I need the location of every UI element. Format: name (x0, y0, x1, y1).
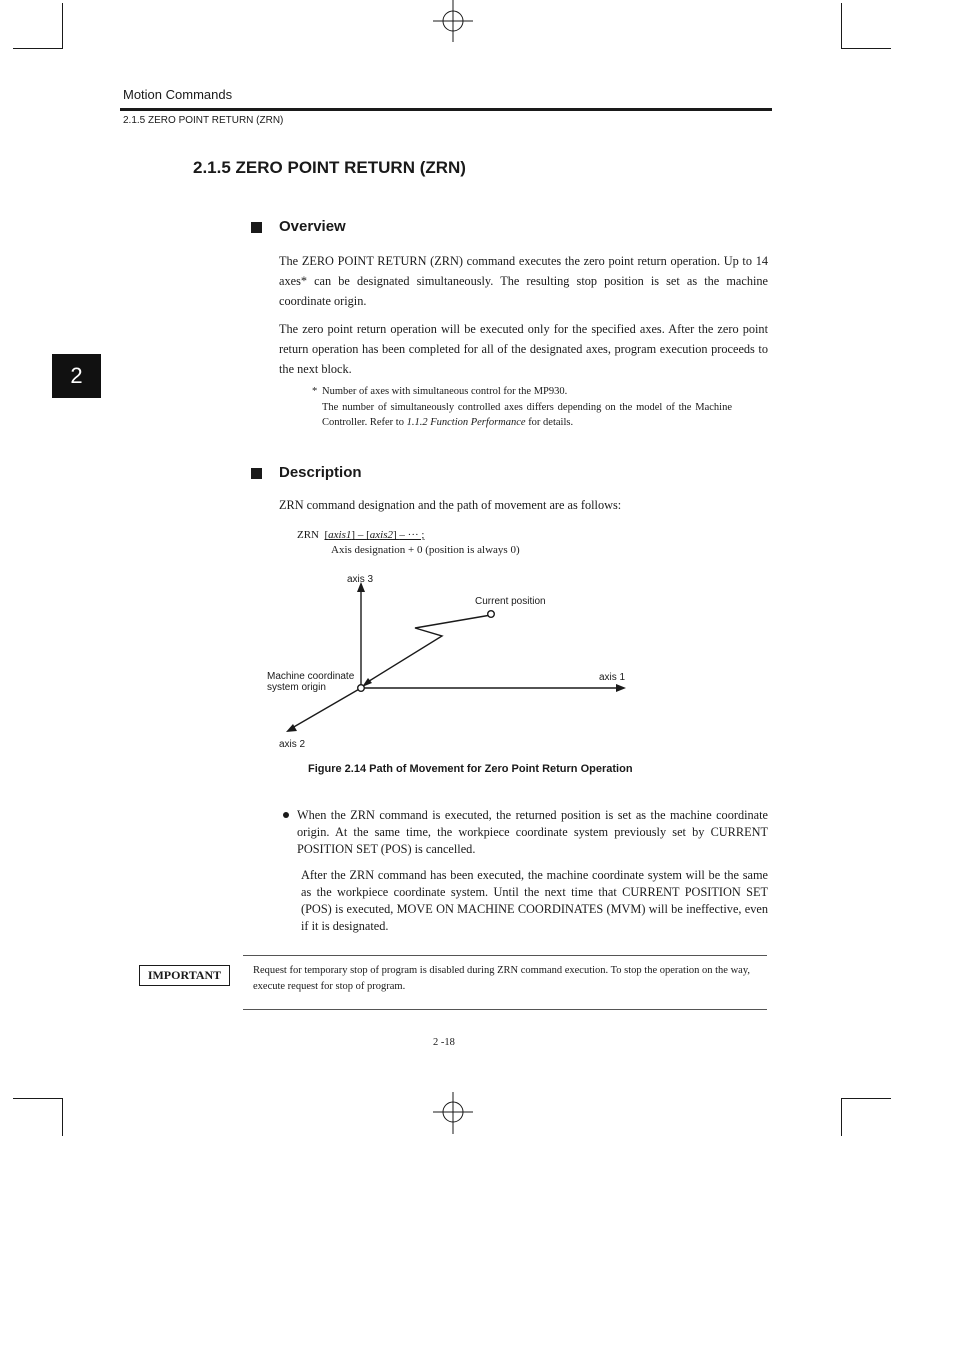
label-axis-1: axis 1 (599, 672, 626, 683)
important-label: IMPORTANT (139, 965, 230, 986)
syntax-axis2: axis2 (369, 529, 393, 541)
label-axis-3: axis 3 (347, 574, 374, 585)
overview-heading: Overview (279, 218, 346, 235)
label-axis-2: axis 2 (279, 739, 306, 750)
axis-2-line (292, 688, 361, 728)
important-bottom-rule (243, 1009, 767, 1010)
bullet-paragraph: When the ZRN command is executed, the returned position is set as the machine coordinate origin. At the same time, the workpiece coordinate system previously set by CURRENT POSITION SET (POS) is cancelled. (297, 808, 768, 856)
path-of-movement-diagram (260, 570, 640, 760)
registration-mark-bottom (430, 1090, 476, 1136)
page-number: 2 -18 (433, 1037, 455, 1048)
syntax-axis1: axis1 (328, 529, 352, 541)
description-bullet-icon (251, 468, 262, 479)
label-current-position: Current position (475, 596, 546, 607)
important-top-rule (243, 955, 767, 956)
axis-1-arrowhead (616, 684, 626, 692)
command-syntax: ZRN [axis1] – [axis2] – ··· ; (297, 529, 425, 541)
footnote-mark: * (312, 386, 318, 397)
section-title: 2.1.5 ZERO POINT RETURN (ZRN) (193, 158, 466, 177)
label-origin: Machine coordinate system origin (267, 671, 355, 693)
footnote-line-2: The number of simultaneously controlled axes differs depending on the model of the Machine Controller. Refer to 1.1.2 Function Performance for details. (322, 401, 732, 428)
current-position-marker (488, 611, 495, 618)
chapter-tab: 2 (52, 354, 101, 398)
overview-paragraph-1: The ZERO POINT RETURN (ZRN) command executes the zero point return operation. Up to 14 axes* can be designated simultaneously. The resulting stop position is set as the machine coordinate origin. (279, 254, 768, 308)
overview-bullet-icon (251, 222, 262, 233)
registration-mark-top (430, 0, 476, 46)
footnote-reference: 1.1.2 Function Performance (406, 417, 526, 428)
running-header-subtitle: 2.1.5 ZERO POINT RETURN (ZRN) (123, 115, 284, 126)
header-rule (120, 108, 772, 111)
description-intro: ZRN command designation and the path of movement are as follows: (279, 498, 622, 512)
bullet-dot-icon (283, 812, 289, 818)
bullet-followup-paragraph: After the ZRN command has been executed, the machine coordinate system will be the same as the workpiece coordinate system. Until the next time that CURRENT POSITION SET (POS) is executed, MOVE ON MACHINE COORDINATES (MVM) will be ineffective, even if it is designated. (301, 868, 768, 933)
movement-path (366, 615, 491, 683)
description-heading: Description (279, 464, 362, 481)
figure-caption: Figure 2.14 Path of Movement for Zero Point Return Operation (308, 763, 633, 775)
axis-2-arrowhead (286, 724, 297, 732)
origin-marker (358, 685, 365, 692)
overview-paragraph-2: The zero point return operation will be executed only for the specified axes. After the zero point return operation has been completed for all of the designated axes, program execution proceeds to the next block. (279, 322, 768, 376)
important-text: Request for temporary stop of program is disabled during ZRN command execution. To stop the operation on the way, execute request for stop of program. (253, 965, 751, 992)
footnote-line-1: Number of axes with simultaneous control for the MP930. (322, 386, 568, 397)
syntax-note: Axis designation + 0 (position is always 0) (331, 544, 520, 556)
running-header-title: Motion Commands (123, 87, 233, 102)
overview-footnote (312, 384, 732, 431)
